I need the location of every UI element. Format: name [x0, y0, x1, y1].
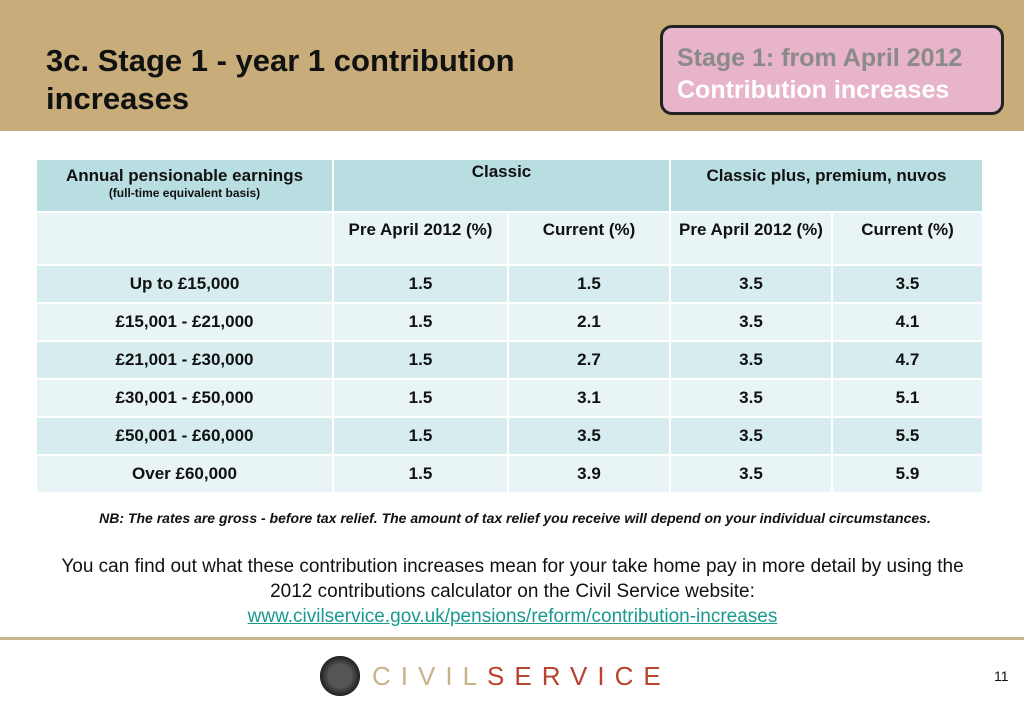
rate-cell: 1.5	[333, 303, 508, 341]
rate-cell: 3.5	[670, 417, 832, 455]
rate-cell: 1.5	[333, 379, 508, 417]
table-row	[37, 455, 982, 493]
civil-service-logo: CIVILSERVICE	[320, 656, 671, 696]
table-row	[37, 379, 982, 417]
table-row	[37, 341, 982, 379]
rate-cell: 1.5	[333, 455, 508, 493]
stage-line1: Stage 1: from April 2012	[677, 44, 963, 72]
table-row	[37, 303, 982, 341]
subheader-cell: Current (%)	[832, 212, 982, 265]
rate-cell: 1.5	[333, 417, 508, 455]
rate-cell: 3.1	[508, 379, 670, 417]
page-title: 3c. Stage 1 - year 1 contribution increases	[46, 43, 515, 116]
royal-crest-icon	[320, 656, 360, 696]
rate-cell: 1.5	[508, 265, 670, 303]
rate-cell: 5.5	[832, 417, 982, 455]
header-plus: Classic plus, premium, nuvos	[670, 160, 982, 212]
rate-cell: 2.7	[508, 341, 670, 379]
earnings-band: Over £60,000	[37, 455, 333, 493]
earnings-band: £50,001 - £60,000	[37, 417, 333, 455]
earnings-band: Up to £15,000	[37, 265, 333, 303]
note: NB: The rates are gross - before tax relief. The amount of tax relief you receive will depend on your individual circumstances.	[99, 510, 931, 526]
rate-cell: 2.1	[508, 303, 670, 341]
rate-cell: 3.5	[670, 455, 832, 493]
stage-line2: Contribution increases	[677, 76, 950, 104]
subheader-cell: Pre April 2012 (%)	[670, 212, 832, 265]
earnings-band: £15,001 - £21,000	[37, 303, 333, 341]
rate-cell: 3.5	[508, 417, 670, 455]
rate-cell: 3.5	[832, 265, 982, 303]
rate-cell: 4.7	[832, 341, 982, 379]
rate-cell: 5.9	[832, 455, 982, 493]
rate-cell: 4.1	[832, 303, 982, 341]
table-row	[37, 417, 982, 455]
divider	[0, 637, 1024, 640]
rate-cell: 3.5	[670, 303, 832, 341]
earnings-band: £30,001 - £50,000	[37, 379, 333, 417]
header-classic: Classic	[333, 160, 670, 212]
stage-callout	[660, 25, 1004, 115]
earnings-band: £21,001 - £30,000	[37, 341, 333, 379]
rate-cell: 1.5	[333, 341, 508, 379]
table-row	[37, 265, 982, 303]
rate-cell: 1.5	[333, 265, 508, 303]
info-text: You can find out what these contribution increases mean for your take home pay in more detail by using the 2012 contributions calculator on the Civil Service website: www.civilservice.gov.uk/pensions/reform/contribution-increases	[61, 556, 964, 627]
rate-cell: 3.5	[670, 379, 832, 417]
subheader-cell	[37, 212, 333, 265]
subheader-cell: Current (%)	[508, 212, 670, 265]
rate-cell: 3.9	[508, 455, 670, 493]
page-number: 11	[994, 668, 1009, 684]
subheader-cell: Pre April 2012 (%)	[333, 212, 508, 265]
contribution-table	[37, 160, 982, 494]
rate-cell: 3.5	[670, 341, 832, 379]
header-earnings: Annual pensionable earnings (full-time equivalent basis)	[37, 160, 333, 212]
rate-cell: 5.1	[832, 379, 982, 417]
calculator-link[interactable]: www.civilservice.gov.uk/pensions/reform/contribution-increases	[247, 606, 778, 627]
rate-cell: 3.5	[670, 265, 832, 303]
